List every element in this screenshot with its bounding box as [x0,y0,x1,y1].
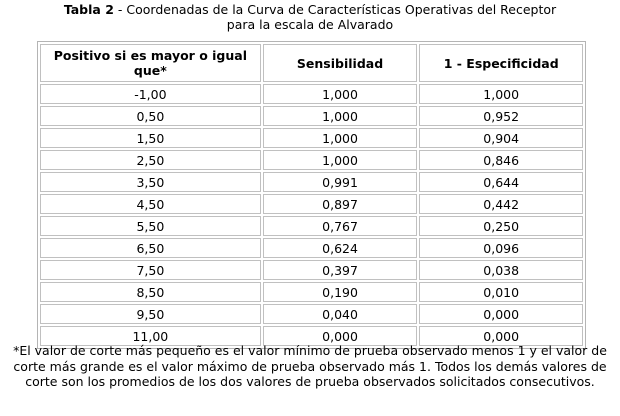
cell-one-minus-specificity: 0,010 [419,282,583,302]
cell-sensitivity: 1,000 [263,128,418,148]
cell-sensitivity: 0,624 [263,238,418,258]
cell-cutoff: 3,50 [40,172,261,192]
table-row [40,106,583,126]
caption-separator: - [113,2,127,17]
cell-one-minus-specificity: 0,952 [419,106,583,126]
cell-sensitivity: 0,767 [263,216,418,236]
table-row [40,304,583,324]
cell-one-minus-specificity: 0,000 [419,304,583,324]
cell-cutoff: 8,50 [40,282,261,302]
cell-one-minus-specificity: 0,250 [419,216,583,236]
table-row [40,260,583,280]
caption-label: Tabla 2 [63,2,114,17]
cell-one-minus-specificity: 0,038 [419,260,583,280]
cell-sensitivity: 0,991 [263,172,418,192]
cell-cutoff: 6,50 [40,238,261,258]
header-row [40,44,583,82]
cell-one-minus-specificity: 0,096 [419,238,583,258]
table-row [40,84,583,104]
caption-line-2: para la escala de Alvarado [226,17,394,32]
header-one-minus-specificity: 1 - Especificidad [419,44,583,82]
cell-one-minus-specificity: 0,000 [419,326,583,346]
cell-sensitivity: 0,040 [263,304,418,324]
table-row [40,216,583,236]
table-row [40,238,583,258]
table-caption [0,2,620,32]
cell-sensitivity: 0,000 [263,326,418,346]
cell-cutoff: 9,50 [40,304,261,324]
cell-sensitivity: 0,897 [263,194,418,214]
cell-cutoff: 11,00 [40,326,261,346]
cell-sensitivity: 1,000 [263,106,418,126]
cell-sensitivity: 0,190 [263,282,418,302]
table-row [40,150,583,170]
table-row [40,172,583,192]
cell-one-minus-specificity: 1,000 [419,84,583,104]
cell-one-minus-specificity: 0,846 [419,150,583,170]
cell-one-minus-specificity: 0,644 [419,172,583,192]
cell-one-minus-specificity: 0,442 [419,194,583,214]
cell-cutoff: 2,50 [40,150,261,170]
cell-sensitivity: 0,397 [263,260,418,280]
header-cutoff: Positivo si es mayor o igual que* [40,44,261,82]
caption-line-1 [0,2,620,17]
cell-sensitivity: 1,000 [263,84,418,104]
cell-one-minus-specificity: 0,904 [419,128,583,148]
table-row [40,128,583,148]
cell-cutoff: -1,00 [40,84,261,104]
caption-title: Coordenadas de la Curva de Características Operativas del Receptor [126,2,557,17]
table-row [40,282,583,302]
cell-cutoff: 1,50 [40,128,261,148]
cell-sensitivity: 1,000 [263,150,418,170]
cell-cutoff: 4,50 [40,194,261,214]
table-footnote: *El valor de corte más pequeño es el valor mínimo de prueba observado menos 1 y el valor de corte más grande es el valor máximo de prueba observado más 1. Todos los demás valores de corte son los promedios de los dos valores de prueba observados solicitados consecutivos. [13,343,607,389]
cell-cutoff: 0,50 [40,106,261,126]
roc-coordinates-table [37,41,586,349]
table-container [37,41,586,349]
table-row [40,194,583,214]
cell-cutoff: 5,50 [40,216,261,236]
header-sensitivity: Sensibilidad [263,44,418,82]
cell-cutoff: 7,50 [40,260,261,280]
